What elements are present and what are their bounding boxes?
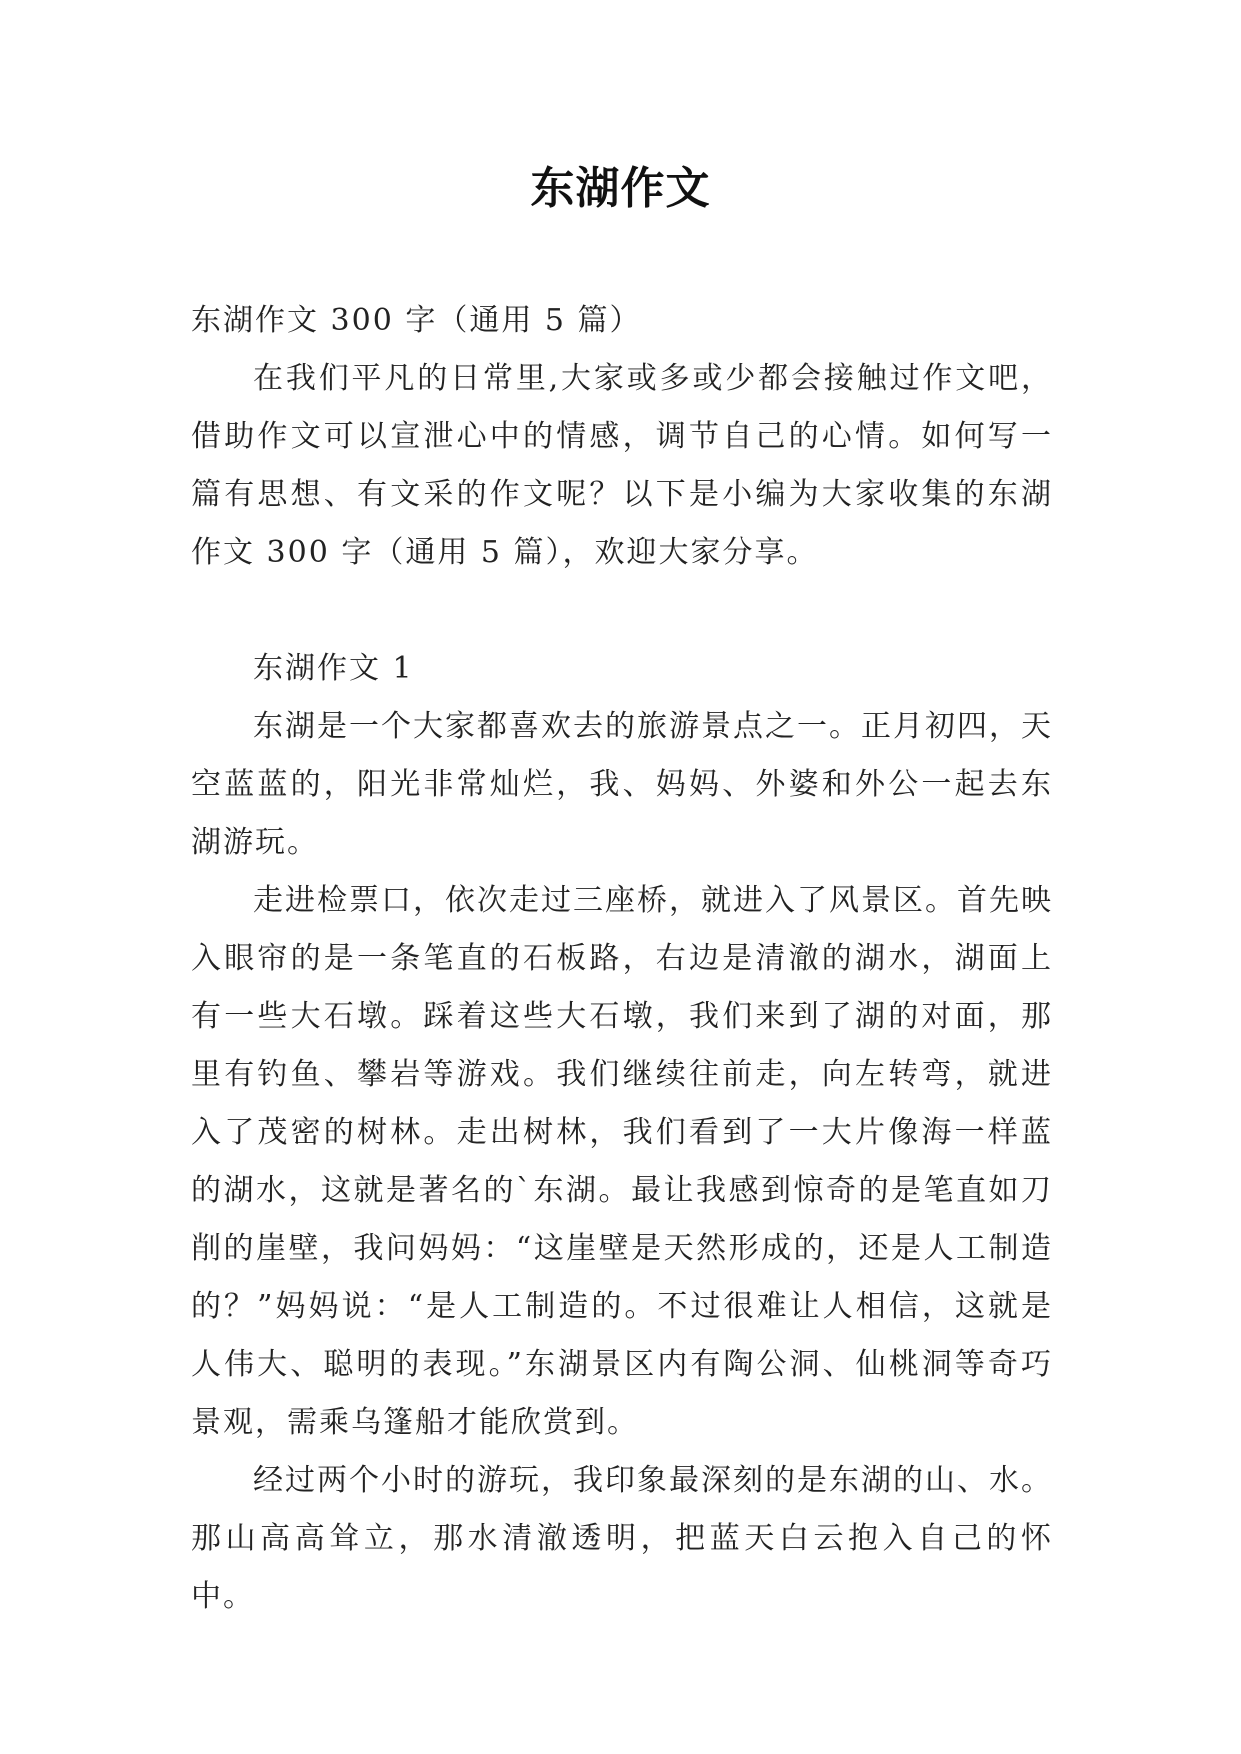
intro-paragraph: 在我们平凡的日常里,大家或多或少都会接触过作文吧，借助作文可以宣泄心中的情感，调节自己的心情。如何写一篇有思想、有文采的作文呢？以下是小编为大家收集的东湖作文 300 字（通用 5 篇），欢迎大家分享。 — [191, 361, 1053, 570]
document-title: 东湖作文 — [530, 163, 711, 214]
body-paragraph-2: 走进检票口，依次走过三座桥，就进入了风景区。首先映入眼帘的是一条笔直的石板路，右边是清澈的湖水，湖面上有一些大石墩。踩着这些大石墩，我们来到了湖的对面，那里有钓鱼、攀岩等游戏。我们继续往前走，向左转弯，就进入了茂密的树林。走出树林，我们看到了一大片像海一样蓝的湖水，这就是著名的`东湖。最让我感到惊奇的是笔直如刀削的崖壁，我问妈妈：“这崖壁是天然形成的，还是人工制造的？”妈妈说：“是人工制造的。不过很难让人相信，这就是人伟大、聪明的表现。”东湖景区内有陶公洞、仙桃洞等奇巧景观，需乘乌篷船才能欣赏到。 — [191, 883, 1053, 1440]
body-paragraph-3: 经过两个小时的游玩，我印象最深刻的是东湖的山、水。那山高高耸立，那水清澈透明，把蓝天白云抱入自己的怀中。 — [191, 1463, 1053, 1614]
paragraph-gap — [191, 582, 1053, 640]
document-subtitle: 东湖作文 300 字（通用 5 篇） — [191, 303, 642, 338]
document-body — [191, 292, 1053, 1626]
section-heading: 东湖作文 1 — [253, 651, 414, 686]
body-paragraph-1: 东湖是一个大家都喜欢去的旅游景点之一。正月初四，天空蓝蓝的，阳光非常灿烂，我、妈妈、外婆和外公一起去东湖游玩。 — [191, 709, 1053, 860]
